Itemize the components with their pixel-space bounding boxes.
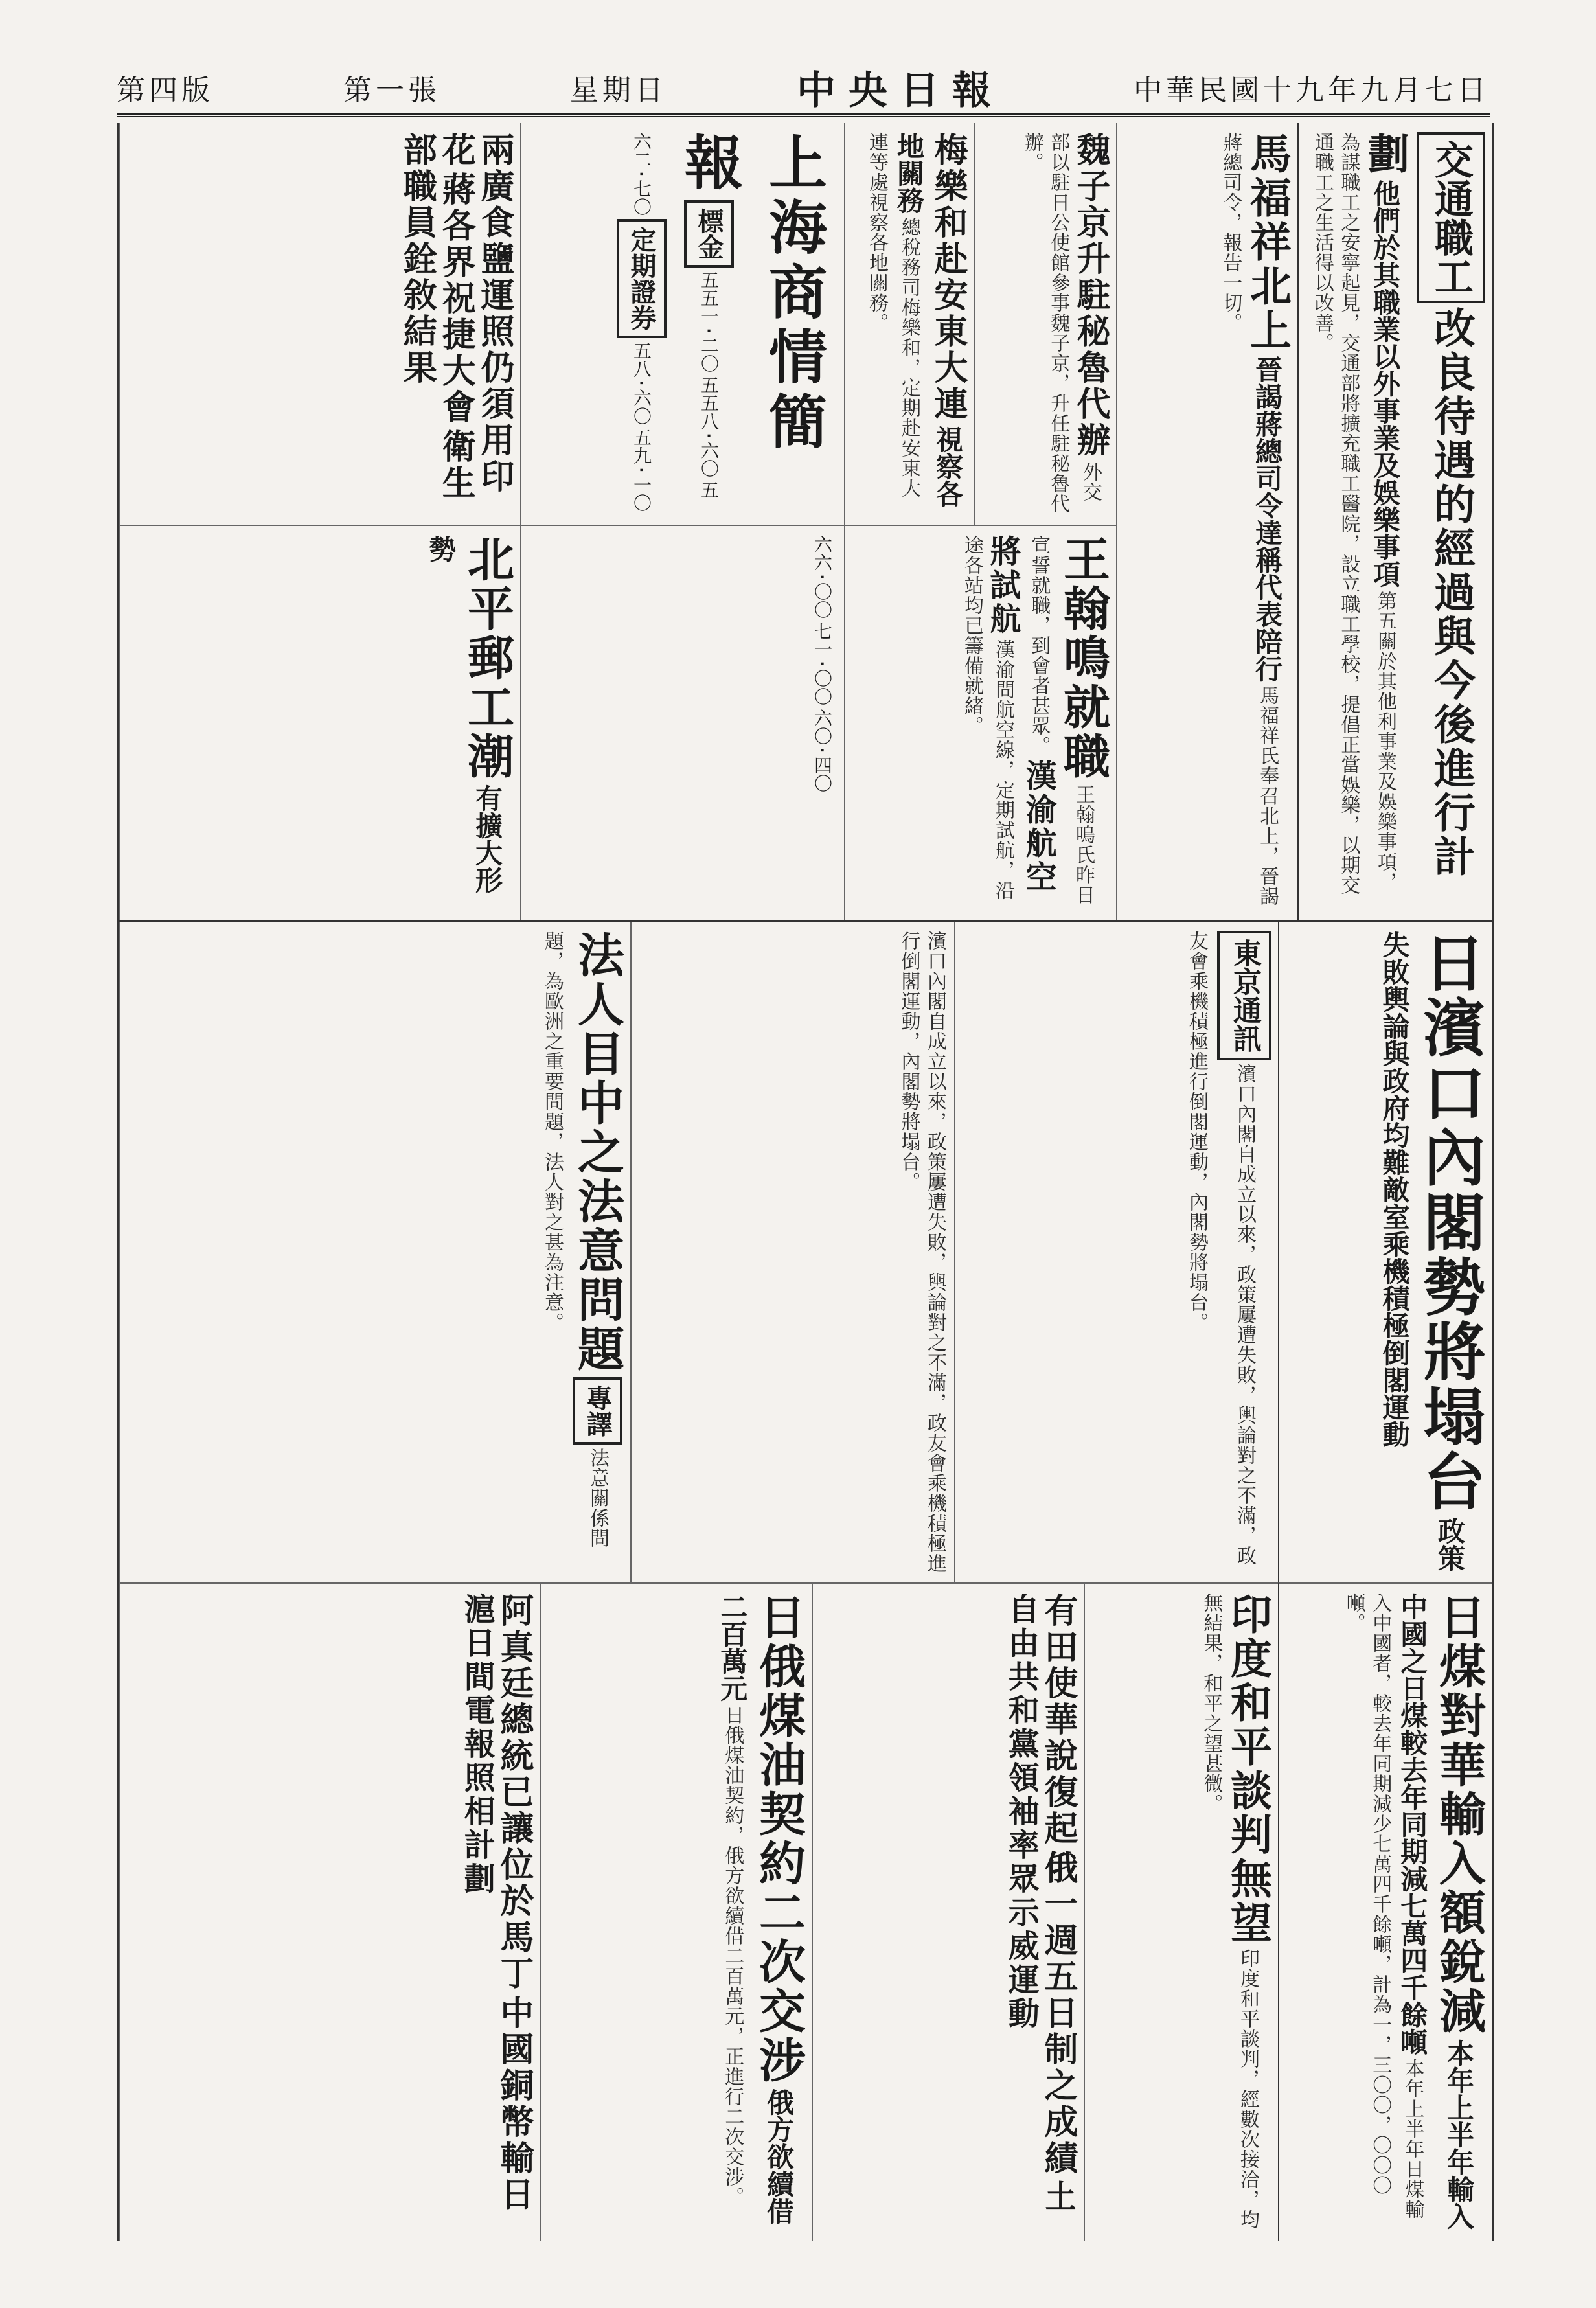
telegraph-headline: 滬日間電報照相計劃 — [459, 1593, 496, 1896]
quote-1: 五五一·二〇 — [698, 271, 720, 373]
ma-headline: 馬福祥北上 — [1243, 132, 1292, 352]
oil-article — [540, 1582, 812, 2241]
misc-articles — [119, 1582, 540, 2241]
han-headline: 漢渝航空將試航 — [985, 535, 1057, 895]
mei-article — [844, 123, 974, 525]
ma-body: 馬福祥氏奉召北上，晉謁蔣總司令，報告一切。 — [1219, 132, 1279, 907]
copper-headline: 中國銅幣輸日 — [494, 1995, 534, 2213]
top-row — [119, 123, 1492, 922]
peace-headline: 印度和平談判無望 — [1224, 1593, 1272, 1945]
sheng-headline: 蔣各界祝捷大會 — [436, 172, 476, 426]
bottom-row — [119, 922, 1492, 2241]
left-top-articles — [119, 123, 520, 525]
japan-subheadline: 政策失敗輿論與政府均難敵室乘機積極倒閣運動 — [1378, 931, 1466, 1572]
wang-article — [844, 525, 1116, 920]
law-body: 法意關係問題，為歐洲之重要問題，法人對之甚為注意。 — [541, 931, 609, 1549]
oil-headline: 日俄煤油契約二次交涉 — [751, 1593, 806, 2085]
north-headline: 北平郵工潮 — [460, 535, 515, 781]
coal-article — [1278, 1582, 1492, 2241]
japan-body-2: 濱口內閣自成立以來，政策屢遭失敗，輿論對之不滿，政友會乘機積極進行倒閣運動，內閣勢將塌台。 — [897, 931, 946, 1573]
japan-body: 濱口內閣自成立以來，政策屢遭失敗，輿論對之不滿，政友會乘機積極進行倒閣運動，內閣勢將塌台。 — [1185, 931, 1256, 1566]
content-area — [117, 123, 1494, 2241]
coal-subheadline: 本年上半年輸入中國之日煤較去年同期減七萬四千餘噸 — [1396, 1593, 1475, 2230]
coal-headline: 日煤對華輸入額銳減 — [1431, 1593, 1487, 2036]
north-subheadline: 有擴大形勢 — [425, 535, 503, 894]
wang-headline: 王翰鳴就職 — [1056, 535, 1111, 781]
quote-2: 五五八·六〇 — [698, 376, 720, 477]
quote-3: 五六二·七〇 — [631, 132, 720, 499]
paper-name: 中央日報 — [797, 68, 1004, 113]
japan-body-continued — [630, 922, 954, 1582]
mei-body: 總稅務司梅樂和，定期赴安東大連等處視察各地關務。 — [865, 132, 920, 499]
transport-label: 交通職工 — [1417, 132, 1485, 303]
wei-article — [974, 123, 1116, 525]
wang-body: 王翰鳴氏昨日宣誓就職，到會者甚眾。 — [1027, 535, 1095, 906]
freedom-headline: 土自由共和黨領袖率眾示威運動 — [1003, 1593, 1076, 2214]
liang-headline: 兩廣食鹽運照仍須用印花 — [436, 132, 514, 495]
transport-body: 第五關於其他利事業及娛樂事項，為謀職工之安寧起見，交通部將擴充職工醫院，設立職工學校，提倡正當娛樂，以期交通職工之生活得以改善。 — [1310, 132, 1396, 895]
quote-7: 七一·〇〇 — [812, 621, 833, 705]
transport-article — [1297, 123, 1492, 920]
ma-article — [1116, 123, 1297, 920]
quote-8: 六〇·四〇 — [812, 708, 833, 792]
weekday: 星期日 — [570, 74, 667, 107]
mei-subheadline: 視察各地關務 — [893, 132, 964, 508]
quote-4: 五八·六〇 — [631, 341, 652, 425]
quote-6: 六六·〇〇 — [812, 535, 833, 619]
argentina-headline: 阿真廷總統已讓位於馬丁 — [494, 1593, 534, 1992]
ma-subheadline: 晉謁蔣總司令達稱代表陪行 — [1251, 356, 1283, 683]
law-article — [119, 922, 630, 1582]
transport-subheadline: 他們於其職業以外事業及娛樂事項 — [1369, 179, 1401, 588]
tokyo-label: 東京通訊 — [1217, 931, 1271, 1060]
japan-article — [1278, 922, 1492, 1582]
bonds-label: 定期證券 — [617, 219, 667, 338]
masthead — [117, 62, 1490, 117]
wei2-headline: 衛生部職員銓敘結果 — [397, 132, 476, 502]
russia-headline: 俄一週五日制之成績 — [1038, 1850, 1078, 2177]
oil-subheadline: 俄方欲續借二百萬元 — [716, 1593, 795, 2225]
arita-article — [812, 1582, 1084, 2241]
market-report — [520, 123, 844, 525]
japan-headline: 日濱口內閣勢將塌台 — [1413, 931, 1487, 1514]
section-number: 第一張 — [343, 74, 440, 107]
arita-headline: 有田使華說復起 — [1038, 1593, 1078, 1847]
japan-body-block — [954, 922, 1278, 1582]
quote-5: 五九·一〇 — [631, 428, 652, 512]
market-quotes-lower — [520, 525, 844, 920]
oil-body: 日俄煤油契約，俄方欲續借二百萬元，正進行二次交涉。 — [721, 1705, 744, 2208]
transport-headline: 改良待遇的經過與今後進行計劃 — [1361, 132, 1476, 880]
peace-body: 印度和平談判，經數次接洽，均無結果，和平之望甚微。 — [1200, 1593, 1259, 2230]
page-number: 第四版 — [117, 74, 214, 107]
north-article — [119, 525, 520, 920]
law-headline: 法人目中之法意問題 — [570, 931, 625, 1374]
wei-headline: 魏子京升駐秘魯代辦 — [1071, 132, 1110, 459]
market-title: 上海商情簡報 — [674, 132, 827, 456]
law-label: 專譯 — [573, 1377, 622, 1445]
coal-body: 本年上半年日煤輸入中國者，較去年同期減少七萬四千餘噸，計為一，三〇〇，〇〇〇噸。 — [1342, 1593, 1424, 2220]
han-body: 漢渝間航空線，定期試航，沿途各站均已籌備就緒。 — [960, 535, 1015, 901]
mei-headline: 梅樂和赴安東大連 — [928, 132, 968, 422]
wei-body: 外交部以駐日公使館參事魏子京，升任駐秘魯代辦。 — [1020, 132, 1102, 514]
gold-label: 標金 — [684, 200, 734, 268]
issue-date: 中華民國十九年九月七日 — [1134, 74, 1490, 107]
peace-article — [1084, 1582, 1278, 2241]
